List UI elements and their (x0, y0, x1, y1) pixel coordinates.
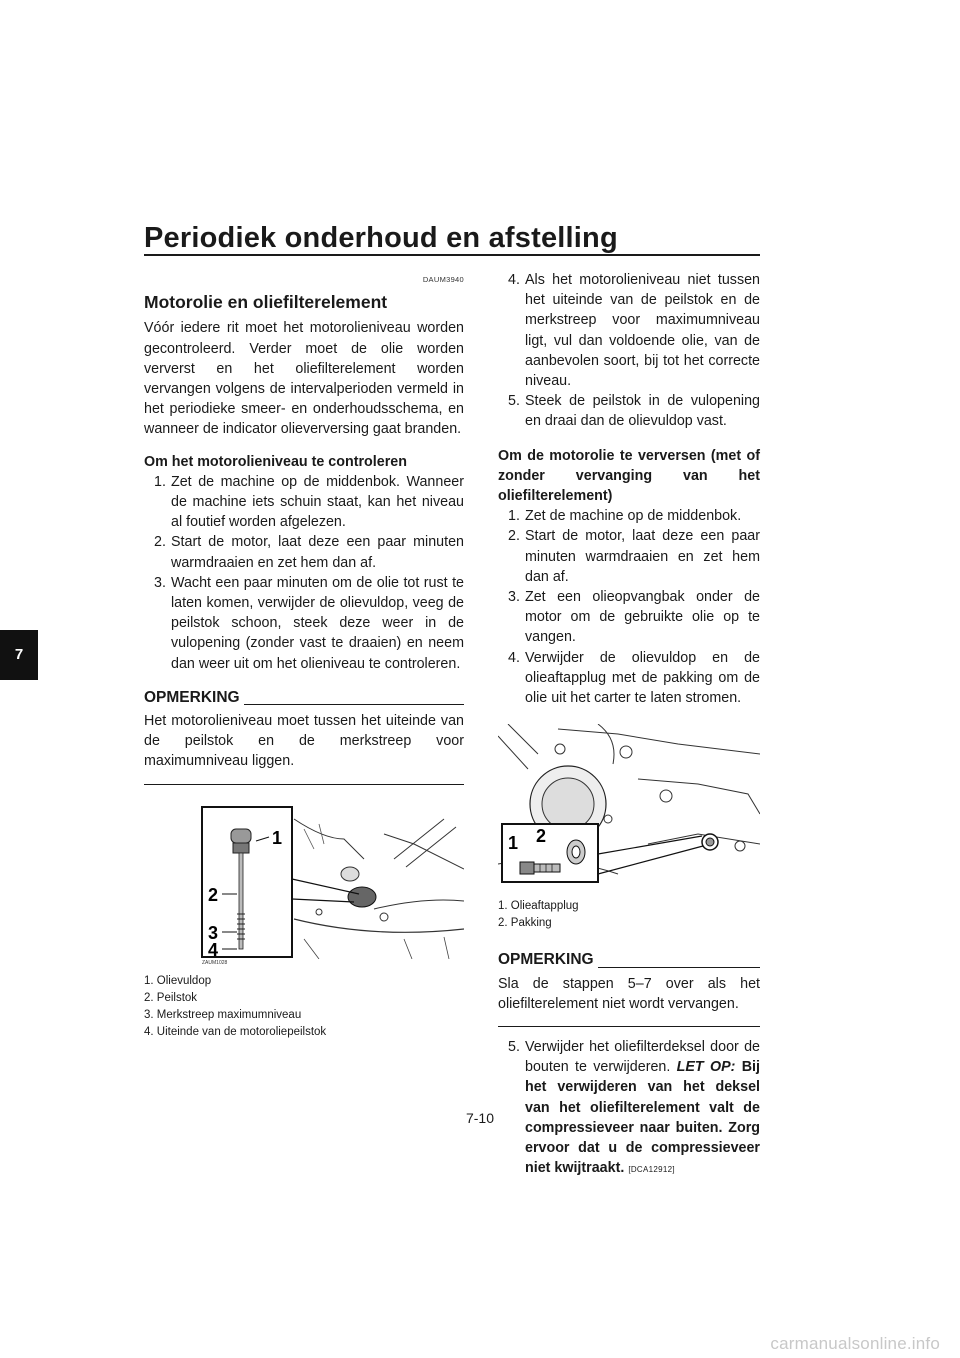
step-text: Zet de machine op de middenbok. (525, 508, 742, 525)
caption: 1. Olieaftapplug (498, 900, 579, 913)
caption: 2. Pakking (498, 917, 552, 930)
intro-paragraph: Vóór iedere rit moet het motorolieniveau worden gecontroleerd. Verder moet de olie worden ververst en het oliefilterelement worden vervangen volgens de intervalperioden vermeld in het periodieke smeer- en onderhoudsschema, en wanneer de indicator olieverversing gaat branden. (144, 320, 464, 438)
caution-text: Bij het verwijderen van het deksel van het oliefilterelement valt de compressieveer naar buiten. Zorg ervoor dat u de compressieveer niet kwijtraakt. (525, 1059, 760, 1177)
step-number: 5. (508, 393, 520, 410)
caption: 3. Merkstreep maximumniveau (144, 1008, 302, 1021)
watermark: carmanualsonline.info (770, 1334, 940, 1353)
step-number: 4. (508, 272, 520, 288)
callout-4: 4 (208, 939, 219, 959)
note-label: OPMERKING (144, 688, 240, 706)
figure-captions (144, 973, 464, 1041)
page-title: Periodiek onderhoud en afstelling (144, 222, 618, 254)
figure-code: ZAUM1028 (202, 959, 228, 966)
callout-3: 3 (208, 922, 219, 943)
dipstick-illustration (144, 799, 464, 959)
list-item (498, 1037, 760, 1180)
step-number: 1. (508, 508, 520, 525)
step-number: 5. (508, 1039, 520, 1056)
list-item (144, 573, 464, 674)
caption: 1. Olievuldop (144, 974, 212, 987)
caution-code: [DCA12912] (628, 1165, 675, 1175)
page-number: 7-10 (465, 1110, 495, 1126)
step-number: 3. (508, 589, 520, 606)
check-steps (144, 472, 464, 674)
drain-plug-illustration (498, 724, 760, 884)
step-number: 3. (154, 574, 166, 591)
figure-captions (498, 898, 760, 932)
caption: 2. Peilstok (144, 991, 198, 1004)
list-item (498, 526, 760, 587)
callout-2: 2 (536, 826, 547, 847)
list-item (144, 472, 464, 533)
step-text: Verwijder het oliefilterdeksel door de bouten te verwijderen. (525, 1039, 760, 1076)
note-text: Het motorolieniveau moet tussen het uiteinde van de peilstok en de merkstreep voor maximumniveau liggen. (144, 713, 464, 770)
note-label: OPMERKING (498, 951, 594, 969)
step-text: Start de motor, laat deze een paar minuten warmdraaien en zet hem dan af. (525, 528, 760, 585)
caption: 4. Uiteinde van de motoroliepeilstok (144, 1025, 327, 1038)
note-rule (244, 704, 464, 705)
check-steps-continued (498, 270, 760, 432)
step-number: 2. (154, 534, 166, 551)
chapter-tab-label: 7 (0, 630, 38, 680)
callout-1: 1 (272, 827, 283, 848)
section-title: Motorolie en oliefilterelement (144, 292, 388, 313)
list-item (498, 506, 760, 526)
right-column (498, 270, 760, 1181)
note-end-rule (498, 1026, 760, 1027)
step-text: Start de motor, laat deze een paar minuten warmdraaien en zet hem dan af. (171, 534, 464, 571)
section-code: DAUM3940 (422, 275, 464, 284)
change-steps (498, 506, 760, 708)
step-number: 4. (508, 649, 520, 666)
note-text: Sla de stappen 5–7 over als het oliefilterelement niet wordt vervangen. (498, 975, 760, 1012)
note-heading (498, 950, 760, 970)
step-number: 1. (154, 473, 166, 490)
dipstick-figure (144, 799, 464, 965)
drain-plug-figure (498, 724, 760, 890)
step-text: Als het motorolieniveau niet tussen het uiteinde van de peilstok en de merkstreep voor maximumniveau ligt, vul dan voldoende olie, van de aanbevolen soort, bij tot het correcte niveau. (525, 272, 760, 390)
header-rule (144, 254, 760, 256)
left-column (144, 270, 464, 1041)
list-item (144, 532, 464, 572)
step-text: Verwijder de olievuldop en de olieaftapplug met de pakking om de olie uit het carter te laten stromen. (525, 649, 760, 707)
step-text: Zet een olieopvangbak onder de motor om de gebruikte olie op te vangen. (525, 589, 760, 646)
step-text: Zet de machine op de middenbok. Wanneer de machine iets schuin staat, kan het niveau al foutief worden afgelezen. (171, 473, 464, 531)
note-end-rule (144, 784, 464, 785)
check-heading: Om het motorolieniveau te controleren (144, 453, 407, 470)
filter-steps (498, 1037, 760, 1180)
step-text: Wacht een paar minuten om de olie tot rust te laten komen, verwijder de olievuldop, veeg de peilstok schoon, steek deze weer in de vulopening (zonder vast te draaien) en neem dan weer uit om het olieniveau te controleren. (171, 574, 464, 672)
note-heading (144, 688, 464, 708)
change-heading: Om de motorolie te verversen (met of zonder vervanging van het oliefilterelement) (498, 447, 760, 505)
list-item (498, 391, 760, 431)
list-item (498, 270, 760, 391)
callout-1: 1 (508, 833, 519, 854)
callout-2: 2 (208, 884, 219, 905)
step-text: Steek de peilstok in de vulopening en draai dan de olievuldop vast. (525, 393, 760, 430)
list-item (498, 648, 760, 709)
caution-label: LET OP: (676, 1059, 736, 1076)
list-item (498, 587, 760, 648)
note-rule (598, 967, 760, 968)
step-number: 2. (508, 528, 520, 545)
